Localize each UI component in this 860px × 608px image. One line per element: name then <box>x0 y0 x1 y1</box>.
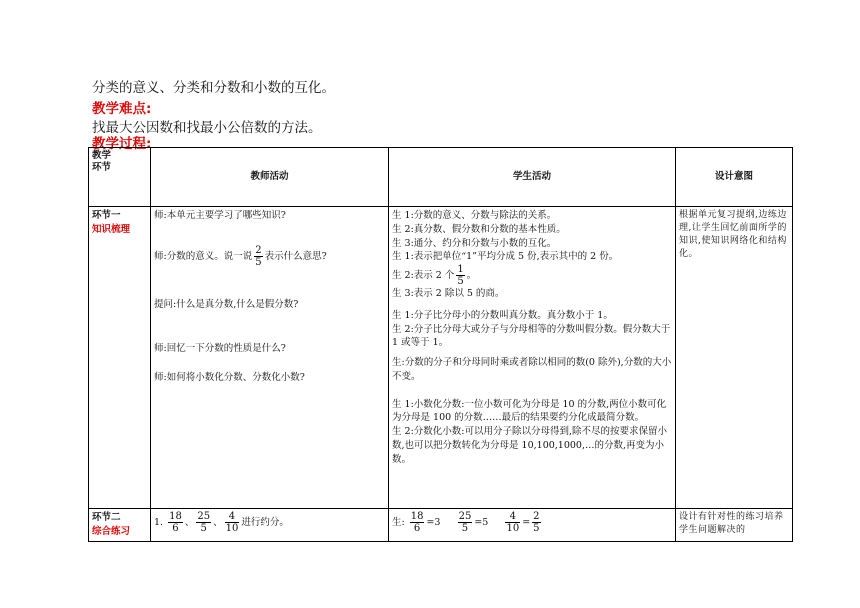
section1-stage <box>89 207 151 509</box>
header-intent: 设计意图 <box>676 148 793 207</box>
section2-subtitle: 综合练习 <box>92 525 131 537</box>
answer-result: =3 <box>426 517 441 528</box>
section2-title: 环节二 <box>92 512 121 523</box>
student-line: 生 1:分子比分母小的分数叫真分数。真分数小于 1。 <box>392 309 613 321</box>
fraction-denominator: 6 <box>413 523 421 534</box>
fraction <box>254 245 262 268</box>
teacher-q2-post: 表示什么意思? <box>264 250 327 262</box>
teacher-q4: 师:回忆一下分数的性质是什么? <box>154 342 286 354</box>
student-line: 生 2:分子比分母大或分子与分母相等的分数叫假分数。假分数大于 1 或等于 1。 <box>392 323 671 349</box>
fraction <box>168 511 183 534</box>
difficulty-text: 找最大公因数和找最小公倍数的方法。 <box>92 120 322 136</box>
fraction-numerator: 4 <box>505 511 520 523</box>
header-stage-line1: 教学 <box>92 150 112 161</box>
lesson-table <box>88 147 793 542</box>
section1-title: 环节一 <box>92 210 121 221</box>
student-s5-post: 。 <box>466 270 477 282</box>
fraction-numerator: 25 <box>458 511 472 522</box>
section2-stage <box>89 509 151 542</box>
separator: 、 <box>184 517 195 528</box>
teacher-q3: 提问:什么是真分数,什么是假分数? <box>154 298 299 310</box>
student-s5-pre: 生 2:表示 2 个 <box>392 270 455 282</box>
table-row-section1 <box>89 207 793 509</box>
fraction <box>505 511 520 534</box>
intro-line: 分类的意义、分类和分数和小数的互化。 <box>92 80 335 96</box>
student-line <box>392 264 672 287</box>
fraction <box>225 511 240 534</box>
fraction <box>196 511 211 534</box>
exercise-prefix: 1. <box>154 517 164 528</box>
answer-equals: = <box>522 517 531 528</box>
fraction-denominator: 10 <box>506 523 520 534</box>
separator: 、 <box>213 517 223 528</box>
fraction-denominator: 10 <box>225 523 239 534</box>
process-heading: 教学过程: <box>92 136 152 152</box>
student-line: 生 1:小数化分数:一位小数可化为分母是 10 的分数,两位小数可化为分母是 100 的分数……最后的结果要约分化成最简分数。 <box>392 398 667 424</box>
header-stage <box>89 148 151 207</box>
student-line: 生 2:分数化小数:可以用分子除以分母得到,除不尽的按要求保留小数,也可以把分数转化为分母是 10,100,1000,…的分数,再变为小数。 <box>392 426 667 465</box>
student-line: 生 1:分数的意义、分数与除法的关系。 <box>392 210 557 221</box>
student-line: 生 3:表示 2 除以 5 的商。 <box>392 288 505 300</box>
section2-teacher <box>151 509 389 542</box>
fraction-numerator: 18 <box>169 511 182 522</box>
fraction-numerator: 4 <box>225 511 240 523</box>
header-teacher: 教师活动 <box>151 148 389 207</box>
fraction-denominator: 6 <box>172 523 179 534</box>
answer-result: =5 <box>474 517 489 528</box>
student-line: 生 1:表示把单位“1”平均分成 5 份,表示其中的 2 份。 <box>392 251 619 263</box>
fraction-numerator: 1 <box>457 264 464 276</box>
fraction <box>458 511 473 534</box>
section1-subtitle: 知识梳理 <box>92 223 131 235</box>
fraction <box>410 511 425 534</box>
student-line: 生 2:真分数、假分数和分数的基本性质。 <box>392 223 566 235</box>
fraction-denominator: 5 <box>457 276 464 288</box>
fraction-numerator: 2 <box>255 244 262 256</box>
student-line: 生 3:通分、约分和分数与小数的互化。 <box>392 237 557 249</box>
teacher-q5: 师:如何将小数化分数、分数化小数? <box>154 372 305 384</box>
fraction-denominator: 5 <box>255 256 262 268</box>
fraction-denominator: 5 <box>461 523 469 534</box>
teacher-q1: 师:本单元主要学习了哪些知识? <box>154 210 286 221</box>
fraction-numerator: 18 <box>410 511 424 522</box>
fraction-numerator: 25 <box>197 511 211 522</box>
teacher-q2 <box>154 245 385 268</box>
header-stage-line2: 环节 <box>92 162 112 174</box>
header-student: 学生活动 <box>389 148 676 207</box>
fraction-numerator: 2 <box>533 511 540 522</box>
section1-intent: 根据单元复习提纲,边练边理,让学生回忆前面所学的知识,使知识网络化和结构化。 <box>676 207 793 509</box>
fraction-denominator: 5 <box>533 523 540 534</box>
table-row-section2 <box>89 509 793 542</box>
table-header-row <box>89 148 793 207</box>
section2-intent: 设计有针对性的练习培养学生问题解决的 <box>676 509 793 542</box>
section2-student <box>389 509 676 542</box>
fraction-denominator: 5 <box>200 523 207 534</box>
section1-student <box>389 207 676 509</box>
fraction <box>532 511 540 534</box>
answer-prefix: 生: <box>392 517 405 528</box>
student-line: 生:分数的分子和分母同时乘或者除以相同的数(0 除外),分数的大小不变。 <box>392 357 672 382</box>
exercise-suffix: 进行约分。 <box>241 517 289 528</box>
section1-teacher <box>151 207 389 509</box>
teacher-q2-pre: 师:分数的意义。说一说 <box>154 250 253 262</box>
difficulty-heading: 教学难点: <box>92 101 152 117</box>
fraction <box>456 264 464 287</box>
